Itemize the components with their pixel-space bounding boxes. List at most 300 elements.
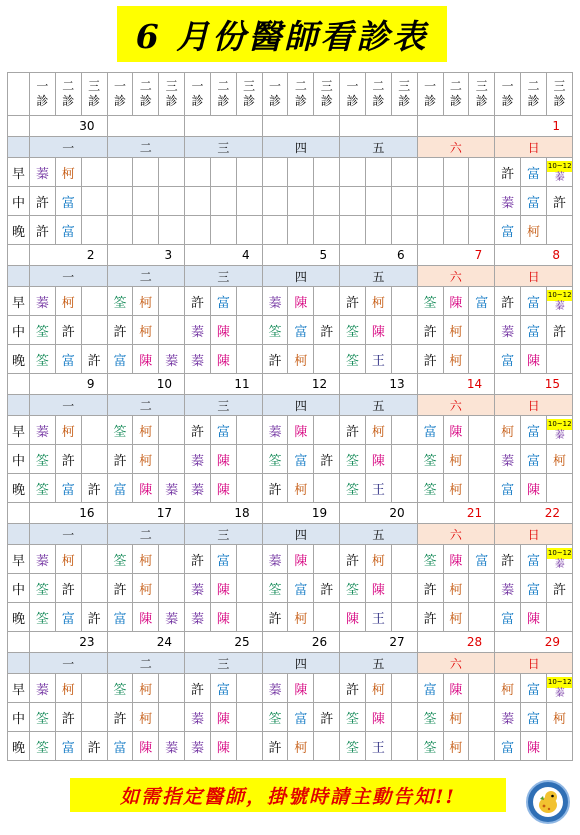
day-number: 27 <box>340 632 418 653</box>
slot-label: 晚 <box>8 603 30 632</box>
doctor-cell: 富 <box>417 674 443 703</box>
doctor-cell <box>391 574 417 603</box>
day-name: 二 <box>107 137 185 158</box>
day-name: 四 <box>262 395 340 416</box>
doctor-cell <box>236 345 262 374</box>
doctor-cell: 蓁 <box>185 445 211 474</box>
doctor-cell: 許 <box>340 416 366 445</box>
doctor-cell <box>391 545 417 574</box>
doctor-cell <box>81 445 107 474</box>
doctor-cell <box>546 545 572 574</box>
doctor-cell: 富 <box>210 545 236 574</box>
doctor-name: 蓁 <box>554 429 565 441</box>
doctor-cell <box>236 674 262 703</box>
doctor-cell <box>391 674 417 703</box>
slot-label: 晚 <box>8 345 30 374</box>
doctor-cell <box>391 416 417 445</box>
doctor-cell: 蓁 <box>262 416 288 445</box>
doctor-cell: 柯 <box>443 445 469 474</box>
doctor-cell: 柯 <box>133 703 159 732</box>
doctor-cell: 蓁 <box>159 603 185 632</box>
doctor-cell: 筌 <box>417 545 443 574</box>
doctor-cell <box>546 158 572 187</box>
doctor-cell: 陳 <box>443 287 469 316</box>
footer-banner <box>70 778 506 812</box>
doctor-cell: 王 <box>365 474 391 503</box>
doctor-cell: 柯 <box>521 216 547 245</box>
doctor-cell <box>443 158 469 187</box>
doctor-cell: 柯 <box>495 416 521 445</box>
doctor-cell: 許 <box>185 674 211 703</box>
doctor-cell: 筌 <box>262 574 288 603</box>
doctor-cell <box>81 216 107 245</box>
doctor-cell <box>314 545 340 574</box>
doctor-cell <box>391 445 417 474</box>
doctor-cell <box>210 216 236 245</box>
slot-row <box>8 603 573 632</box>
doctor-cell: 富 <box>288 703 314 732</box>
day-number: 19 <box>262 503 340 524</box>
doctor-cell: 筌 <box>417 732 443 761</box>
doctor-cell: 陳 <box>365 703 391 732</box>
doctor-cell <box>185 216 211 245</box>
doctor-cell: 柯 <box>443 574 469 603</box>
doctor-cell <box>314 474 340 503</box>
time-range: 10~12 <box>547 419 572 428</box>
doctor-cell <box>236 287 262 316</box>
doctor-cell <box>469 445 495 474</box>
doctor-cell: 富 <box>521 445 547 474</box>
doctor-cell: 柯 <box>546 703 572 732</box>
doctor-cell: 筌 <box>107 674 133 703</box>
day-name: 日 <box>495 524 573 545</box>
slot-label: 中 <box>8 574 30 603</box>
doctor-cell <box>159 216 185 245</box>
doctor-cell <box>133 216 159 245</box>
day-name: 三 <box>185 524 263 545</box>
doctor-cell: 許 <box>314 703 340 732</box>
doctor-cell: 蓁 <box>185 574 211 603</box>
doctor-cell: 筌 <box>30 732 56 761</box>
doctor-cell: 筌 <box>262 316 288 345</box>
doctor-cell <box>314 416 340 445</box>
doctor-cell: 筌 <box>340 732 366 761</box>
clinic-header-cell: 一 診 <box>107 73 133 116</box>
doctor-cell: 筌 <box>340 703 366 732</box>
doctor-cell: 柯 <box>365 287 391 316</box>
doctor-cell <box>391 287 417 316</box>
slot-row <box>8 732 573 761</box>
time-range: 10~12 <box>547 161 572 170</box>
doctor-cell: 柯 <box>288 732 314 761</box>
doctor-cell <box>469 474 495 503</box>
doctor-cell <box>417 187 443 216</box>
doctor-cell <box>159 416 185 445</box>
day-name-spacer <box>8 653 30 674</box>
day-name: 五 <box>340 137 418 158</box>
doctor-cell <box>340 187 366 216</box>
doctor-cell: 柯 <box>365 416 391 445</box>
doctor-cell: 富 <box>55 345 81 374</box>
day-number: 15 <box>495 374 573 395</box>
clinic-header-cell: 三 診 <box>159 73 185 116</box>
day-name: 四 <box>262 137 340 158</box>
doctor-cell: 筌 <box>30 316 56 345</box>
clinic-header-cell: 二 診 <box>55 73 81 116</box>
doctor-cell: 富 <box>107 474 133 503</box>
day-number: 16 <box>30 503 108 524</box>
doctor-cell <box>81 158 107 187</box>
day-number: 12 <box>262 374 340 395</box>
doctor-cell: 筌 <box>262 703 288 732</box>
doctor-cell: 許 <box>81 603 107 632</box>
doctor-cell <box>340 216 366 245</box>
slot-label: 中 <box>8 445 30 474</box>
doctor-cell: 富 <box>417 416 443 445</box>
day-number <box>107 116 185 137</box>
slot-row <box>8 187 573 216</box>
doctor-cell: 陳 <box>210 732 236 761</box>
day-number <box>262 116 340 137</box>
clinic-header-cell: 三 診 <box>236 73 262 116</box>
dinosaur-mascot-icon <box>526 780 570 824</box>
day-number: 22 <box>495 503 573 524</box>
day-number-spacer <box>8 632 30 653</box>
doctor-cell <box>81 416 107 445</box>
day-name: 三 <box>185 137 263 158</box>
doctor-cell: 陳 <box>210 474 236 503</box>
doctor-cell: 許 <box>314 574 340 603</box>
day-number <box>340 116 418 137</box>
day-number: 20 <box>340 503 418 524</box>
day-number <box>417 116 495 137</box>
doctor-cell: 陳 <box>288 287 314 316</box>
doctor-cell: 陳 <box>443 416 469 445</box>
slot-row <box>8 158 573 187</box>
doctor-cell: 筌 <box>417 703 443 732</box>
day-name: 四 <box>262 266 340 287</box>
doctor-cell: 筌 <box>262 445 288 474</box>
doctor-cell <box>81 703 107 732</box>
doctor-cell: 蓁 <box>30 158 56 187</box>
day-name-spacer <box>8 395 30 416</box>
doctor-cell: 陳 <box>288 545 314 574</box>
doctor-cell: 柯 <box>133 445 159 474</box>
slot-row <box>8 474 573 503</box>
day-number: 23 <box>30 632 108 653</box>
doctor-cell: 蓁 <box>262 674 288 703</box>
doctor-cell: 柯 <box>443 474 469 503</box>
doctor-cell: 許 <box>546 316 572 345</box>
day-name: 一 <box>30 137 108 158</box>
day-number: 8 <box>495 245 573 266</box>
doctor-cell: 富 <box>495 732 521 761</box>
day-name: 四 <box>262 653 340 674</box>
doctor-cell <box>210 187 236 216</box>
doctor-cell <box>546 345 572 374</box>
doctor-name: 蓁 <box>554 687 565 699</box>
doctor-cell: 陳 <box>365 316 391 345</box>
doctor-cell: 富 <box>495 216 521 245</box>
doctor-cell: 柯 <box>495 674 521 703</box>
doctor-cell: 陳 <box>521 603 547 632</box>
doctor-cell: 富 <box>55 474 81 503</box>
clinic-header-cell: 一 診 <box>185 73 211 116</box>
doctor-cell <box>81 545 107 574</box>
day-number-row <box>8 503 573 524</box>
doctor-cell <box>159 545 185 574</box>
doctor-cell: 富 <box>107 732 133 761</box>
doctor-cell: 陳 <box>340 603 366 632</box>
doctor-cell: 柯 <box>55 416 81 445</box>
doctor-cell: 富 <box>107 603 133 632</box>
doctor-cell: 富 <box>521 287 547 316</box>
clinic-header-cell: 一 診 <box>262 73 288 116</box>
doctor-cell <box>469 345 495 374</box>
doctor-cell: 富 <box>495 345 521 374</box>
doctor-cell: 蓁 <box>30 674 56 703</box>
doctor-cell <box>443 187 469 216</box>
day-name: 二 <box>107 395 185 416</box>
doctor-cell <box>546 416 572 445</box>
day-name: 六 <box>417 395 495 416</box>
doctor-cell: 許 <box>340 287 366 316</box>
slot-row <box>8 445 573 474</box>
doctor-name: 蓁 <box>554 171 565 183</box>
doctor-cell <box>469 158 495 187</box>
doctor-cell: 許 <box>417 574 443 603</box>
doctor-cell: 柯 <box>443 345 469 374</box>
day-name: 六 <box>417 266 495 287</box>
doctor-cell <box>391 345 417 374</box>
day-number: 13 <box>340 374 418 395</box>
doctor-cell: 陳 <box>365 574 391 603</box>
doctor-cell: 富 <box>210 674 236 703</box>
doctor-cell <box>236 416 262 445</box>
doctor-cell <box>288 158 314 187</box>
doctor-cell <box>365 158 391 187</box>
doctor-cell: 蓁 <box>495 574 521 603</box>
day-number-row <box>8 632 573 653</box>
slot-row <box>8 703 573 732</box>
doctor-cell: 蓁 <box>185 316 211 345</box>
doctor-cell <box>236 474 262 503</box>
doctor-cell: 富 <box>107 345 133 374</box>
doctor-cell <box>314 287 340 316</box>
slot-row <box>8 316 573 345</box>
doctor-name: 蓁 <box>554 558 565 570</box>
doctor-cell: 許 <box>495 158 521 187</box>
doctor-cell <box>340 158 366 187</box>
doctor-cell <box>469 216 495 245</box>
doctor-cell: 富 <box>521 316 547 345</box>
doctor-cell <box>546 287 572 316</box>
doctor-cell: 王 <box>365 603 391 632</box>
doctor-cell: 柯 <box>133 545 159 574</box>
doctor-cell <box>469 187 495 216</box>
day-number <box>185 116 263 137</box>
doctor-cell: 筌 <box>107 545 133 574</box>
doctor-cell: 許 <box>55 574 81 603</box>
clinic-header-cell: 一 診 <box>30 73 56 116</box>
doctor-cell: 蓁 <box>159 732 185 761</box>
clinic-header-cell: 二 診 <box>365 73 391 116</box>
doctor-cell <box>81 316 107 345</box>
doctor-cell: 蓁 <box>159 474 185 503</box>
doctor-cell <box>391 703 417 732</box>
doctor-cell <box>159 187 185 216</box>
doctor-cell: 柯 <box>443 316 469 345</box>
day-name: 六 <box>417 524 495 545</box>
doctor-cell: 許 <box>546 574 572 603</box>
doctor-cell: 筌 <box>340 474 366 503</box>
doctor-cell: 富 <box>210 287 236 316</box>
day-number: 3 <box>107 245 185 266</box>
doctor-cell: 富 <box>469 545 495 574</box>
day-number-row <box>8 374 573 395</box>
day-name: 日 <box>495 653 573 674</box>
day-name: 五 <box>340 266 418 287</box>
doctor-cell <box>262 216 288 245</box>
slot-label: 晚 <box>8 216 30 245</box>
day-number-spacer <box>8 116 30 137</box>
doctor-cell: 柯 <box>443 603 469 632</box>
doctor-cell: 許 <box>107 574 133 603</box>
clinic-header-cell: 三 診 <box>546 73 572 116</box>
day-number-spacer <box>8 245 30 266</box>
doctor-cell: 陳 <box>288 416 314 445</box>
doctor-cell <box>469 316 495 345</box>
doctor-cell: 柯 <box>365 545 391 574</box>
doctor-cell <box>288 216 314 245</box>
doctor-cell: 許 <box>417 603 443 632</box>
doctor-cell: 許 <box>185 287 211 316</box>
slot-label: 早 <box>8 545 30 574</box>
doctor-cell <box>262 187 288 216</box>
doctor-cell: 陳 <box>443 545 469 574</box>
day-number: 4 <box>185 245 263 266</box>
day-name: 六 <box>417 137 495 158</box>
slot-row <box>8 345 573 374</box>
doctor-cell <box>469 603 495 632</box>
slot-row <box>8 574 573 603</box>
doctor-cell: 蓁 <box>495 445 521 474</box>
doctor-cell <box>391 474 417 503</box>
doctor-cell: 許 <box>107 703 133 732</box>
doctor-cell <box>185 187 211 216</box>
doctor-cell: 陳 <box>133 732 159 761</box>
day-number: 26 <box>262 632 340 653</box>
slot-label: 中 <box>8 316 30 345</box>
time-range: 10~12 <box>547 290 572 299</box>
doctor-cell <box>469 732 495 761</box>
clinic-header-cell: 一 診 <box>340 73 366 116</box>
doctor-cell: 陳 <box>288 674 314 703</box>
day-name: 一 <box>30 653 108 674</box>
doctor-cell: 許 <box>81 345 107 374</box>
slot-label: 早 <box>8 287 30 316</box>
time-range: 10~12 <box>547 677 572 686</box>
doctor-cell: 柯 <box>546 445 572 474</box>
doctor-cell <box>391 158 417 187</box>
slot-label: 早 <box>8 158 30 187</box>
slot-label: 早 <box>8 674 30 703</box>
doctor-cell: 蓁 <box>30 545 56 574</box>
doctor-cell: 許 <box>262 603 288 632</box>
day-name: 六 <box>417 653 495 674</box>
clinic-header-cell: 二 診 <box>288 73 314 116</box>
doctor-cell: 陳 <box>521 345 547 374</box>
doctor-cell <box>236 445 262 474</box>
page-title: 6 月份醫師看診表 <box>135 16 429 56</box>
doctor-cell: 筌 <box>107 416 133 445</box>
doctor-time-note <box>547 161 573 183</box>
doctor-cell: 蓁 <box>159 345 185 374</box>
day-name: 一 <box>30 395 108 416</box>
doctor-cell <box>159 158 185 187</box>
day-name: 三 <box>185 395 263 416</box>
doctor-cell <box>417 158 443 187</box>
doctor-cell <box>236 603 262 632</box>
doctor-cell: 富 <box>521 703 547 732</box>
doctor-cell: 柯 <box>133 316 159 345</box>
day-number: 7 <box>417 245 495 266</box>
doctor-cell: 陳 <box>521 474 547 503</box>
doctor-cell <box>81 287 107 316</box>
doctor-cell <box>469 416 495 445</box>
doctor-cell: 筌 <box>30 474 56 503</box>
doctor-cell: 許 <box>185 416 211 445</box>
doctor-cell: 筌 <box>107 287 133 316</box>
doctor-cell <box>469 674 495 703</box>
doctor-cell: 許 <box>55 445 81 474</box>
day-name-spacer <box>8 524 30 545</box>
doctor-cell: 王 <box>365 732 391 761</box>
doctor-cell: 柯 <box>133 674 159 703</box>
doctor-cell: 富 <box>495 603 521 632</box>
doctor-cell: 富 <box>55 187 81 216</box>
doctor-cell: 筌 <box>417 287 443 316</box>
day-name: 三 <box>185 266 263 287</box>
day-name: 二 <box>107 524 185 545</box>
day-name: 日 <box>495 395 573 416</box>
doctor-cell: 許 <box>107 445 133 474</box>
doctor-cell: 蓁 <box>495 703 521 732</box>
doctor-cell <box>314 345 340 374</box>
doctor-cell: 許 <box>417 345 443 374</box>
doctor-cell <box>236 216 262 245</box>
day-number: 21 <box>417 503 495 524</box>
day-name: 二 <box>107 266 185 287</box>
doctor-cell <box>546 674 572 703</box>
doctor-time-note <box>547 548 573 570</box>
doctor-cell <box>546 732 572 761</box>
doctor-cell <box>159 287 185 316</box>
doctor-cell: 蓁 <box>30 287 56 316</box>
day-name: 日 <box>495 266 573 287</box>
doctor-cell: 陳 <box>210 603 236 632</box>
day-number: 29 <box>495 632 573 653</box>
doctor-cell <box>443 216 469 245</box>
doctor-cell: 許 <box>495 287 521 316</box>
doctor-cell <box>236 703 262 732</box>
doctor-cell: 許 <box>55 316 81 345</box>
doctor-name: 蓁 <box>554 300 565 312</box>
slot-row <box>8 416 573 445</box>
day-name: 四 <box>262 524 340 545</box>
doctor-cell: 蓁 <box>495 316 521 345</box>
doctor-cell: 筌 <box>417 474 443 503</box>
